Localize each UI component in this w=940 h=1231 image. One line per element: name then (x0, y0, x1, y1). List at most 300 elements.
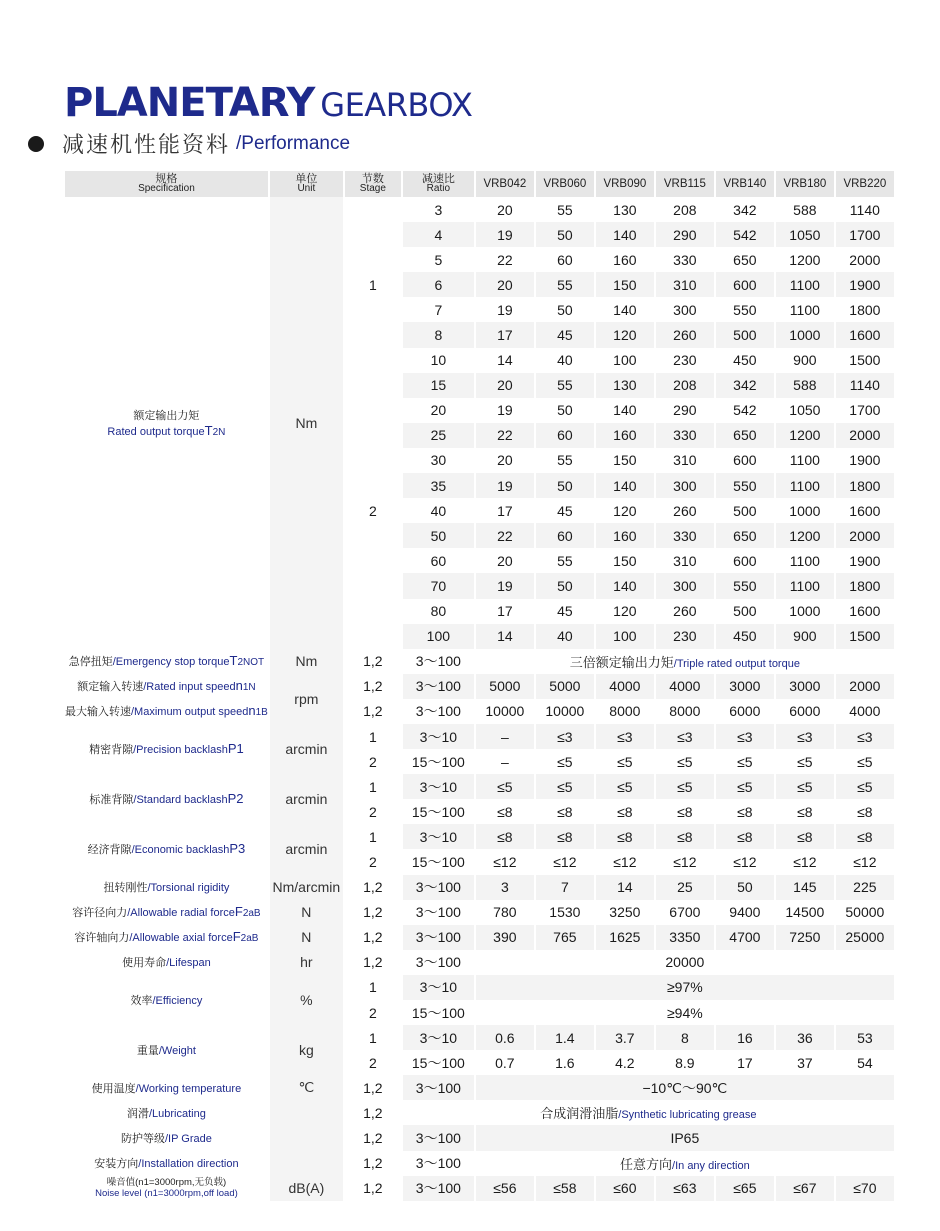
spec-label-en: /IP Grade (164, 1133, 212, 1146)
column-header-model: VRB180 (776, 171, 834, 197)
spec-label-en: /Allowable radial force (127, 907, 235, 920)
value-cell: 53 (836, 1025, 894, 1050)
value-cell: 60 (557, 251, 573, 268)
value-cell: 130 (613, 201, 637, 218)
value-cell: ≤5 (836, 774, 894, 799)
spec-label-cn: 效率 (130, 995, 153, 1007)
spec-noise-level (65, 1176, 268, 1201)
value-cell: ≤5 (617, 753, 633, 770)
noise-unit: dB(A) (288, 1179, 325, 1196)
value-cell: 50 (536, 573, 594, 598)
spec-label-en: Rated output torque (107, 426, 205, 439)
value-cell: 1500 (849, 352, 881, 369)
value-cell: 1100 (789, 452, 820, 469)
value-cell: 50 (536, 222, 594, 247)
spec-symbol: P1 (227, 741, 244, 757)
ratio-cell: 3～100 (403, 875, 474, 900)
stage-cell: 2 (345, 1050, 401, 1075)
value-cell: 14 (497, 352, 513, 369)
value-cell: 17 (497, 502, 513, 519)
value-cell: 145 (776, 875, 834, 900)
value-cell: 8.9 (675, 1054, 695, 1071)
column-header-en: Specification (138, 183, 195, 194)
value-cell: 208 (673, 201, 697, 218)
value-cell: 300 (673, 301, 697, 318)
value-cell: ≤5 (656, 774, 714, 799)
performance-table (63, 171, 896, 1201)
section-title-en: /Performance (236, 132, 351, 154)
table-row (65, 1025, 894, 1050)
spec-label-en: Noise level (n1=3000rpm,off load) (95, 1188, 238, 1200)
spec-label-cn: 安装方向 (94, 1158, 139, 1171)
value-cell: 100 (613, 352, 637, 369)
stage-cell: 1,2 (345, 1176, 401, 1201)
value-cell: 19 (476, 573, 534, 598)
value-cell: 140 (596, 473, 654, 498)
column-header-model: VRB060 (536, 171, 594, 197)
spec-rated-input-speed (65, 674, 268, 699)
stage-cell: 1 (345, 724, 401, 749)
spec-symbol-sub: 2N (212, 427, 226, 439)
value-cell: ≤8 (797, 803, 813, 820)
spec-axial-force (65, 925, 268, 950)
value-cell: ≤12 (853, 853, 877, 870)
value-cn: 三倍额定输出力矩 (569, 654, 674, 670)
value-cell: 6700 (669, 904, 701, 921)
value-cell: 3250 (609, 904, 641, 921)
value-cell: ≤67 (776, 1176, 834, 1201)
value-cell: 20 (497, 201, 513, 218)
ratio-cell: 4 (403, 222, 474, 247)
value-cell: 4000 (596, 674, 654, 699)
stage-cell: 1 (345, 197, 401, 373)
value-cell: 0.7 (495, 1054, 515, 1071)
value-cell: 100 (596, 624, 654, 649)
ratio-cell: 80 (430, 603, 447, 620)
value-cell: 4000 (849, 703, 881, 720)
stage-cell: 1,2 (345, 1100, 401, 1125)
value-cell: 650 (733, 251, 757, 268)
value-cell: 1100 (776, 473, 834, 498)
spec-symbol: T (229, 653, 238, 669)
ratio-cell: 3 (434, 201, 443, 218)
unit-cell: Nm (270, 649, 343, 674)
ratio-cell: 20 (430, 402, 447, 419)
table-row (65, 649, 894, 674)
value-cell: 1500 (836, 624, 894, 649)
value-cell: 1000 (789, 502, 821, 519)
spec-label-en: /Rated input speed (143, 681, 236, 694)
bullet-icon (28, 136, 44, 152)
value-cell: 17 (737, 1054, 753, 1071)
ratio-cell: 3～10 (403, 774, 474, 799)
value-cell: 330 (673, 251, 697, 268)
value-cell: 260 (656, 322, 714, 347)
spec-torsional-rigidity (65, 875, 268, 900)
value-cell: 550 (716, 573, 774, 598)
spec-installation-direction (65, 1151, 268, 1176)
value-cell: ≤12 (553, 853, 577, 870)
page-title (64, 80, 472, 126)
ratio-cell: 3～100 (415, 904, 461, 921)
value-cell: 1100 (776, 272, 834, 297)
ratio-cell: 15～100 (411, 1054, 465, 1071)
unit-cell: % (270, 975, 343, 1025)
value-cell: 37 (797, 1054, 813, 1071)
ratio-cell: 3～100 (415, 1155, 461, 1172)
ratio-cell: 40 (430, 502, 447, 519)
value-cell: 542 (716, 222, 774, 247)
stage-cell: 1,2 (345, 699, 401, 724)
value-cell: 260 (673, 502, 697, 519)
value-cell: 2000 (836, 523, 894, 548)
value-cell: 60 (536, 523, 594, 548)
table-row (65, 1176, 894, 1201)
value-cell: 7250 (776, 925, 834, 950)
unit-cell: arcmin (270, 824, 343, 874)
ratio-cell: 3～10 (403, 975, 474, 1000)
spanned-value: −10℃～90℃ (476, 1075, 894, 1100)
spec-label-cn: 标准背隙 (89, 794, 134, 807)
value-cell: 900 (793, 352, 817, 369)
value-cell: ≤5 (737, 753, 753, 770)
stage-cell: 1 (345, 1025, 401, 1050)
column-header-en: Stage (359, 183, 386, 194)
value-cell: 600 (733, 452, 757, 469)
ratio-cell: 100 (403, 624, 474, 649)
value-cell: 140 (596, 573, 654, 598)
value-cell: 1900 (849, 452, 881, 469)
ratio-cell: 8 (403, 322, 474, 347)
value-cell: ≤5 (797, 753, 813, 770)
value-cell: ≤8 (836, 824, 894, 849)
value-cn: 任意方向 (620, 1156, 673, 1172)
column-header-model: VRB140 (716, 171, 774, 197)
value-cell: 22 (476, 523, 534, 548)
value-cell: 55 (557, 452, 573, 469)
value-cell: 0.6 (476, 1025, 534, 1050)
title-bold: PLANETARY (64, 80, 315, 126)
value-cell: ≤5 (677, 753, 693, 770)
value-cell: 40 (536, 624, 594, 649)
column-header-model: VRB115 (656, 171, 714, 197)
value-cell: 1625 (596, 925, 654, 950)
value-cell: 500 (733, 502, 757, 519)
value-cell: 150 (613, 552, 637, 569)
value-cell: 8000 (669, 703, 701, 720)
spec-label-cn: 扭转刚性 (103, 882, 148, 895)
spec-label-en: /Precision backlash (133, 744, 228, 757)
spec-label-en: /Standard backlash (133, 794, 228, 807)
value-cell: 450 (716, 624, 774, 649)
value-cell: 1050 (776, 222, 834, 247)
column-header-model: VRB220 (836, 171, 894, 197)
ratio-cell: 15～100 (411, 1004, 465, 1021)
spec-symbol-sub: 2aB (242, 908, 261, 920)
value-cell: 19 (476, 222, 534, 247)
value-cell: 4000 (656, 674, 714, 699)
value-cell: 1140 (849, 201, 880, 218)
stage-cell: 1,2 (345, 1151, 401, 1176)
spec-label-en: /Emergency stop torque (112, 656, 230, 669)
unit-cell: Nm/arcmin (270, 875, 343, 900)
spec-precision-backlash (65, 724, 268, 774)
value-cell: ≤8 (656, 824, 714, 849)
unit-cell (270, 1100, 343, 1200)
stage-cell: 2 (345, 373, 401, 649)
ratio-cell: 15～100 (411, 803, 465, 820)
value-cell: 650 (716, 423, 774, 448)
value-cell: 310 (673, 452, 697, 469)
value-cell: 4.2 (615, 1054, 635, 1071)
spec-label-cn: 精密背隙 (89, 744, 134, 757)
spec-label-en: /Weight (158, 1045, 196, 1058)
spec-label-cn: 容许轴向力 (74, 932, 130, 945)
value-cell: 19 (476, 473, 534, 498)
spec-label-en: /Efficiency (152, 995, 203, 1007)
value-cell: 310 (656, 272, 714, 297)
value-cell: ≤12 (673, 853, 697, 870)
spec-label-cn: 使用温度 (91, 1082, 136, 1095)
column-header-stage (345, 171, 401, 197)
table-row (65, 975, 894, 1000)
spec-symbol-sub: 2NOT (237, 657, 265, 669)
value-cell: ≤58 (536, 1176, 594, 1201)
value-cell: ≤3 (596, 724, 654, 749)
value-cn: 合成润滑油脂 (540, 1106, 619, 1122)
ratio-cell: 7 (434, 301, 443, 318)
unit-cell: arcmin (270, 774, 343, 824)
spec-label-cn: 使用寿命 (122, 957, 167, 970)
value-cell: 45 (557, 603, 573, 620)
value-cell: 1700 (849, 402, 881, 419)
value-cell: 600 (716, 272, 774, 297)
value-cell: 290 (673, 402, 697, 419)
column-header-ratio (403, 171, 474, 197)
ratio-cell: 5 (434, 251, 443, 268)
table-row (65, 900, 894, 925)
header-row (65, 171, 894, 197)
spec-economic-backlash (65, 824, 268, 874)
stage-cell: 1 (345, 824, 401, 849)
unit-cell: Nm (270, 197, 343, 649)
table-row (65, 774, 894, 799)
value-cell: 1900 (849, 552, 881, 569)
value-cell: 230 (656, 624, 714, 649)
value-cell: 4700 (716, 925, 774, 950)
value-cell: 550 (733, 301, 757, 318)
value-cell: ≤8 (536, 824, 594, 849)
value-cell: ≤8 (737, 803, 753, 820)
value-cell: 1900 (836, 272, 894, 297)
column-header-cn: 规格 (155, 173, 178, 185)
ratio-cell: 3～100 (415, 954, 461, 971)
value-cell: ≤60 (596, 1176, 654, 1201)
unit-cell: ℃ (270, 1075, 343, 1100)
value-cell: ≤70 (836, 1176, 894, 1201)
unit-cell: arcmin (270, 724, 343, 774)
value-cell: 542 (733, 402, 757, 419)
spec-label-en: /Lubricating (148, 1107, 206, 1120)
value-cell: 1.6 (555, 1054, 575, 1071)
value-cell: – (500, 753, 509, 770)
value-cell: 50 (536, 473, 594, 498)
column-header-en: Ratio (426, 183, 451, 194)
table-row (65, 1125, 894, 1150)
ratio-cell: 3～100 (403, 925, 474, 950)
value-cell: 45 (536, 322, 594, 347)
value-cell: ≤5 (536, 774, 594, 799)
spec-working-temperature (65, 1075, 268, 1100)
value-cell: 55 (557, 552, 573, 569)
value-cell: 17 (476, 322, 534, 347)
value-cell: 500 (716, 322, 774, 347)
value-cell: 6000 (789, 703, 821, 720)
table-row (65, 1151, 894, 1176)
value-cell: ≤56 (476, 1176, 534, 1201)
value-cell: ≤12 (793, 853, 817, 870)
column-header-en: Unit (297, 183, 316, 194)
table-row (65, 1075, 894, 1100)
table-row (65, 925, 894, 950)
value-cell: 1800 (836, 573, 894, 598)
stage-cell: 1 (345, 975, 401, 1000)
value-cell: 550 (716, 473, 774, 498)
spec-lubricating (65, 1100, 268, 1125)
ratio-cell: 15～100 (411, 853, 465, 870)
value-cell: 10000 (545, 703, 585, 720)
value-cell: ≤5 (476, 774, 534, 799)
spec-symbol-sub: 1B (255, 707, 268, 719)
value-cell: ≤12 (733, 853, 757, 870)
spec-label-cn: 最大输入转速 (65, 706, 131, 719)
spec-radial-force (65, 900, 268, 925)
value-cell: ≤3 (836, 724, 894, 749)
ratio-cell: 70 (403, 573, 474, 598)
value-cell: 300 (656, 573, 714, 598)
value-cell: 55 (536, 373, 594, 398)
ratio-cell: 35 (403, 473, 474, 498)
value-cell: 342 (716, 373, 774, 398)
spec-symbol: n (248, 703, 256, 719)
unit-cell: N (270, 900, 343, 925)
value-cell: 8 (656, 1025, 714, 1050)
value-cell: 780 (493, 904, 517, 921)
spec-label-cn: 急停扭矩 (68, 656, 113, 669)
value-cell: 330 (656, 523, 714, 548)
table-row (65, 724, 894, 749)
ratio-cell: 3～100 (403, 1125, 474, 1150)
spec-label-en: /Installation direction (138, 1158, 239, 1171)
value-cell: 2000 (836, 423, 894, 448)
spec-label-cn: 重量 (136, 1045, 159, 1058)
value-cell: 208 (656, 373, 714, 398)
value-cell: 140 (596, 222, 654, 247)
value-cell: ≤5 (857, 753, 873, 770)
value-cell: ≤8 (497, 803, 513, 820)
value-cell: 500 (733, 603, 757, 620)
value-cell: 14 (476, 624, 534, 649)
value-cell: 150 (596, 272, 654, 297)
ratio-cell: 3～100 (415, 653, 461, 670)
value-cell: 14500 (785, 904, 825, 921)
value-cell: 160 (596, 423, 654, 448)
stage-cell: 2 (345, 799, 401, 824)
ratio-cell: 50 (403, 523, 474, 548)
value-cell: 150 (613, 452, 637, 469)
stage-cell: 2 (345, 749, 401, 774)
value-cell: 225 (836, 875, 894, 900)
value-cell: 25 (656, 875, 714, 900)
spec-symbol: F (234, 904, 243, 920)
ratio-cell: 3～100 (403, 1176, 474, 1201)
value-cell: ≤3 (776, 724, 834, 749)
value-cell: 1.4 (536, 1025, 594, 1050)
value-cell: ≤8 (677, 803, 693, 820)
spanned-value (476, 1151, 894, 1176)
value-cell: 1050 (789, 402, 821, 419)
value-cell: 120 (596, 322, 654, 347)
ratio-cell: 30 (430, 452, 447, 469)
value-cell: 45 (557, 502, 573, 519)
stage-cell: 1,2 (345, 950, 401, 975)
value-cell: 390 (476, 925, 534, 950)
value-cell: 3350 (656, 925, 714, 950)
table-row (65, 674, 894, 699)
stage-cell: 1,2 (345, 875, 401, 900)
value-cell: 1200 (789, 251, 821, 268)
value-cell: 140 (613, 402, 637, 419)
value-cell: 765 (536, 925, 594, 950)
value-cell: 1100 (789, 301, 820, 318)
ratio-cell: 25 (403, 423, 474, 448)
column-header-cn: 减速比 (421, 173, 455, 185)
value-cell: ≤5 (596, 774, 654, 799)
spec-label-cn: 额定输出力矩 (133, 410, 200, 423)
spec-label-en: /Lifespan (166, 957, 211, 970)
value-cell: 1100 (776, 573, 834, 598)
value-cell: 450 (733, 352, 757, 369)
spanned-value: ≥94% (667, 1004, 703, 1021)
value-cell: 2000 (849, 251, 881, 268)
value-cell: 10000 (485, 703, 525, 720)
value-cell: 50 (716, 875, 774, 900)
value-cell: ≤8 (596, 824, 654, 849)
title-light: GEARBOX (320, 86, 473, 124)
value-en: /In any direction (672, 1159, 750, 1172)
value-cell: ≤8 (476, 824, 534, 849)
value-cell: 16 (716, 1025, 774, 1050)
ratio-cell: 15 (403, 373, 474, 398)
value-cell: 22 (476, 423, 534, 448)
value-cell: 310 (673, 552, 697, 569)
spec-lifespan (65, 950, 268, 975)
value-cell: 1100 (789, 552, 820, 569)
spec-label-en: /Economic backlash (131, 844, 230, 857)
unit-cell: N (270, 925, 343, 950)
value-cell: 160 (596, 523, 654, 548)
value-cell: 3000 (776, 674, 834, 699)
value-cell: 900 (776, 624, 834, 649)
value-cell: 1600 (849, 502, 881, 519)
value-cell: 22 (497, 251, 513, 268)
value-cell: 9400 (729, 904, 761, 921)
value-cell: 60 (536, 423, 594, 448)
column-header-cn: 单位 (295, 173, 318, 185)
spec-max-input-speed (65, 699, 268, 724)
stage-cell: 1,2 (345, 900, 401, 925)
spec-label-cn: 润滑 (126, 1107, 149, 1120)
